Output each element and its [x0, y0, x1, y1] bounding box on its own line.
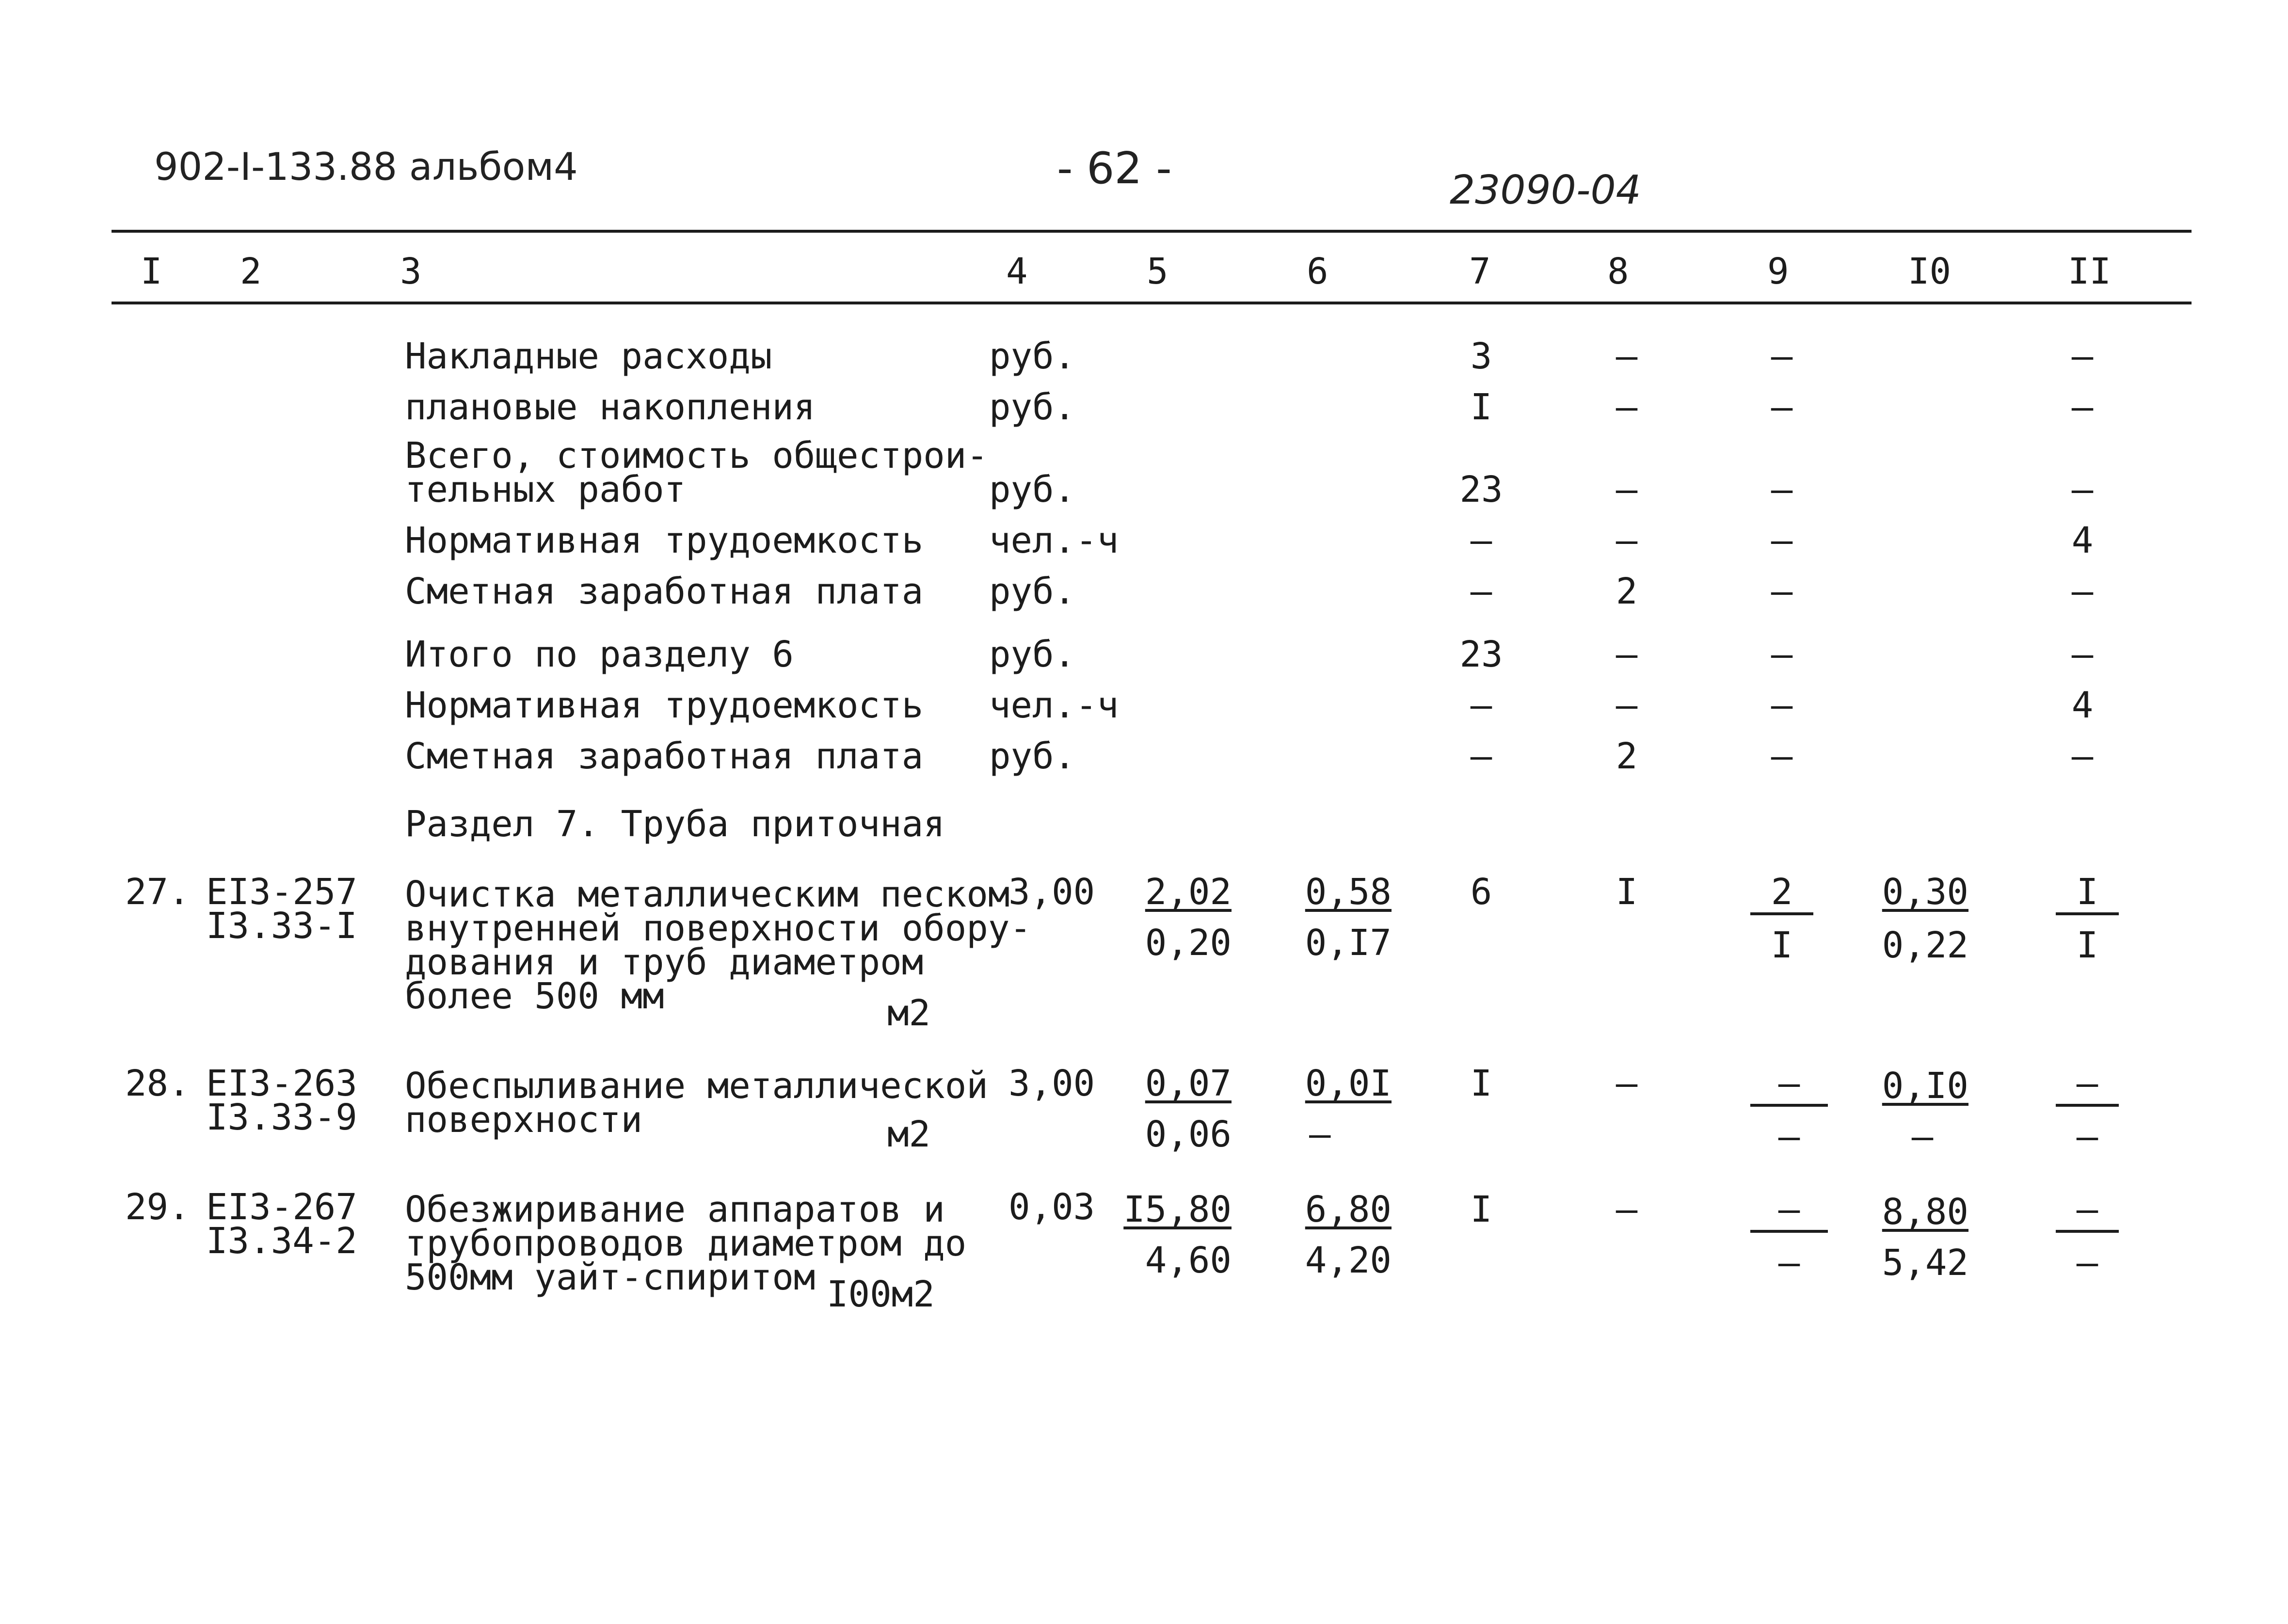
- summary-c11: 4: [2071, 685, 2094, 726]
- item-c5-bottom: 0,06: [1145, 1114, 1232, 1155]
- item-c5-bottom: 0,20: [1145, 922, 1232, 964]
- item-c6-top: 6,80: [1305, 1189, 1392, 1230]
- summary-c7: 23: [1459, 634, 1503, 675]
- item-qty: 0,03: [1008, 1186, 1095, 1228]
- item-code: I3.33-I: [206, 905, 357, 947]
- summary-c8: –: [1616, 335, 1638, 377]
- summary-c8: –: [1616, 469, 1638, 510]
- col-header: II: [2068, 251, 2112, 292]
- item-c5-bottom: 4,60: [1145, 1240, 1232, 1281]
- item-c10-bottom: –: [1911, 1116, 1934, 1158]
- item-code: I3.33-9: [206, 1097, 357, 1138]
- summary-label: тельных работ: [405, 469, 686, 510]
- summary-unit: руб.: [989, 735, 1076, 777]
- summary-c7: 3: [1470, 335, 1492, 377]
- summary-c11: 4: [2071, 520, 2094, 561]
- item-c9-top: –: [1750, 1064, 1828, 1107]
- summary-c11: –: [2071, 735, 2094, 777]
- summary-c7: –: [1470, 571, 1492, 612]
- summary-c8: –: [1616, 520, 1638, 561]
- summary-label: плановые накопления: [405, 386, 816, 428]
- item-c6-bottom: 4,20: [1305, 1240, 1392, 1281]
- item-c8: –: [1616, 1189, 1638, 1230]
- summary-c11: –: [2071, 469, 2094, 510]
- page-number: - 62 -: [1057, 143, 1172, 194]
- item-c5-top: 0,07: [1145, 1063, 1232, 1104]
- item-number: 29.: [125, 1186, 190, 1228]
- summary-label: Нормативная трудоемкость: [405, 520, 924, 561]
- col-header: 3: [400, 251, 422, 292]
- summary-c11: –: [2071, 386, 2094, 428]
- summary-c8: –: [1616, 685, 1638, 726]
- summary-c8: –: [1616, 634, 1638, 675]
- item-number: 28.: [125, 1063, 190, 1104]
- item-c9-top: –: [1750, 1190, 1828, 1233]
- item-c10-top: 0,30: [1882, 871, 1968, 913]
- summary-c7: I: [1470, 386, 1492, 428]
- item-qty: 3,00: [1008, 871, 1095, 913]
- summary-c8: 2: [1616, 571, 1638, 612]
- summary-unit: руб.: [989, 571, 1076, 612]
- summary-c9: –: [1771, 685, 1793, 726]
- summary-label: Итого по разделу 6: [405, 634, 794, 675]
- summary-label: Сметная заработная плата: [405, 571, 924, 612]
- item-c11-top: I: [2056, 873, 2119, 915]
- summary-c9: –: [1771, 469, 1793, 510]
- item-c5-top: I5,80: [1123, 1189, 1232, 1230]
- item-desc-line: 500мм уайт-спиритом: [405, 1257, 816, 1298]
- item-c9-bottom: –: [1778, 1116, 1800, 1158]
- item-c10-bottom: 0,22: [1882, 924, 1968, 966]
- item-unit: м2: [887, 992, 931, 1034]
- item-unit: м2: [887, 1114, 931, 1155]
- item-c7: I: [1470, 1063, 1492, 1104]
- item-c10-top: 8,80: [1882, 1191, 1968, 1233]
- item-c5-top: 2,02: [1145, 871, 1232, 913]
- col-header: 7: [1469, 251, 1491, 292]
- summary-label: Всего, стоимость общестрои-: [405, 435, 988, 477]
- item-c6-top: 0,58: [1305, 871, 1392, 913]
- item-code: ЕI3-263: [206, 1063, 357, 1104]
- item-c6-bottom: –: [1309, 1114, 1331, 1155]
- summary-label: Сметная заработная плата: [405, 735, 924, 777]
- summary-c9: –: [1771, 735, 1793, 777]
- item-unit: I00м2: [827, 1274, 935, 1315]
- summary-c7: –: [1470, 685, 1492, 726]
- item-desc-line: дования и труб диаметром: [405, 941, 924, 983]
- summary-c11: –: [2071, 634, 2094, 675]
- summary-label: Накладные расходы: [405, 335, 772, 377]
- item-c8: –: [1616, 1063, 1638, 1104]
- summary-c7: –: [1470, 520, 1492, 561]
- item-desc-line: Обезжиривание аппаратов и: [405, 1189, 945, 1230]
- summary-unit: чел.-ч: [989, 685, 1119, 726]
- item-code: ЕI3-267: [206, 1186, 357, 1228]
- col-header: 4: [1006, 251, 1028, 292]
- col-header: 2: [240, 251, 262, 292]
- item-c9-bottom: –: [1778, 1242, 1800, 1284]
- item-desc-line: более 500 мм: [405, 975, 664, 1017]
- summary-c9: –: [1771, 520, 1793, 561]
- summary-c9: –: [1771, 571, 1793, 612]
- summary-c9: –: [1771, 386, 1793, 428]
- summary-c11: –: [2071, 571, 2094, 612]
- item-desc-line: Обеспыливание металлической: [405, 1065, 988, 1107]
- col-header: 8: [1607, 251, 1629, 292]
- col-header: I: [141, 251, 162, 292]
- summary-c8: 2: [1616, 735, 1638, 777]
- col-header: 9: [1767, 251, 1789, 292]
- item-c10-bottom: 5,42: [1882, 1242, 1968, 1284]
- item-desc-line: трубопроводов диаметром до: [405, 1223, 967, 1264]
- summary-unit: руб.: [989, 634, 1076, 675]
- summary-label: Нормативная трудоемкость: [405, 685, 924, 726]
- document-designation: 902-I-133.88 альбом4: [154, 145, 578, 189]
- summary-c7: –: [1470, 735, 1492, 777]
- item-code: I3.34-2: [206, 1220, 357, 1262]
- item-c6-top: 0,0I: [1305, 1063, 1392, 1104]
- item-number: 27.: [125, 871, 190, 913]
- item-c11-bottom: I: [2076, 924, 2098, 966]
- item-c7: 6: [1470, 871, 1492, 913]
- summary-unit: руб.: [989, 386, 1076, 428]
- summary-unit: чел.-ч: [989, 520, 1119, 561]
- summary-c9: –: [1771, 335, 1793, 377]
- item-c9-top: 2: [1750, 873, 1813, 915]
- summary-c11: –: [2071, 335, 2094, 377]
- item-c11-top: –: [2056, 1190, 2119, 1233]
- section-title: Раздел 7. Труба приточная: [405, 803, 945, 845]
- summary-c9: –: [1771, 634, 1793, 675]
- col-header: 6: [1307, 251, 1328, 292]
- document-code: 23090-04: [1450, 167, 1641, 213]
- item-c7: I: [1470, 1189, 1492, 1230]
- item-desc-line: поверхности: [405, 1099, 643, 1141]
- item-desc-line: Очистка металлическим песком: [405, 874, 1010, 915]
- summary-unit: руб.: [989, 335, 1076, 377]
- item-code: ЕI3-257: [206, 871, 357, 913]
- item-c11-bottom: –: [2076, 1116, 2098, 1158]
- item-c10-top: 0,I0: [1882, 1065, 1968, 1107]
- summary-unit: руб.: [989, 469, 1076, 510]
- table-top-rule: [112, 230, 2192, 233]
- summary-c7: 23: [1459, 469, 1503, 510]
- item-qty: 3,00: [1008, 1063, 1095, 1104]
- col-header: 5: [1147, 251, 1168, 292]
- summary-c8: –: [1616, 386, 1638, 428]
- item-c6-bottom: 0,I7: [1305, 922, 1392, 964]
- col-header: I0: [1908, 251, 1952, 292]
- item-c11-bottom: –: [2076, 1242, 2098, 1284]
- item-c8: I: [1616, 871, 1638, 913]
- item-desc-line: внутренней поверхности обору-: [405, 908, 1032, 949]
- table-header-rule: [112, 302, 2192, 304]
- item-c9-bottom: I: [1771, 924, 1793, 966]
- item-c11-top: –: [2056, 1064, 2119, 1107]
